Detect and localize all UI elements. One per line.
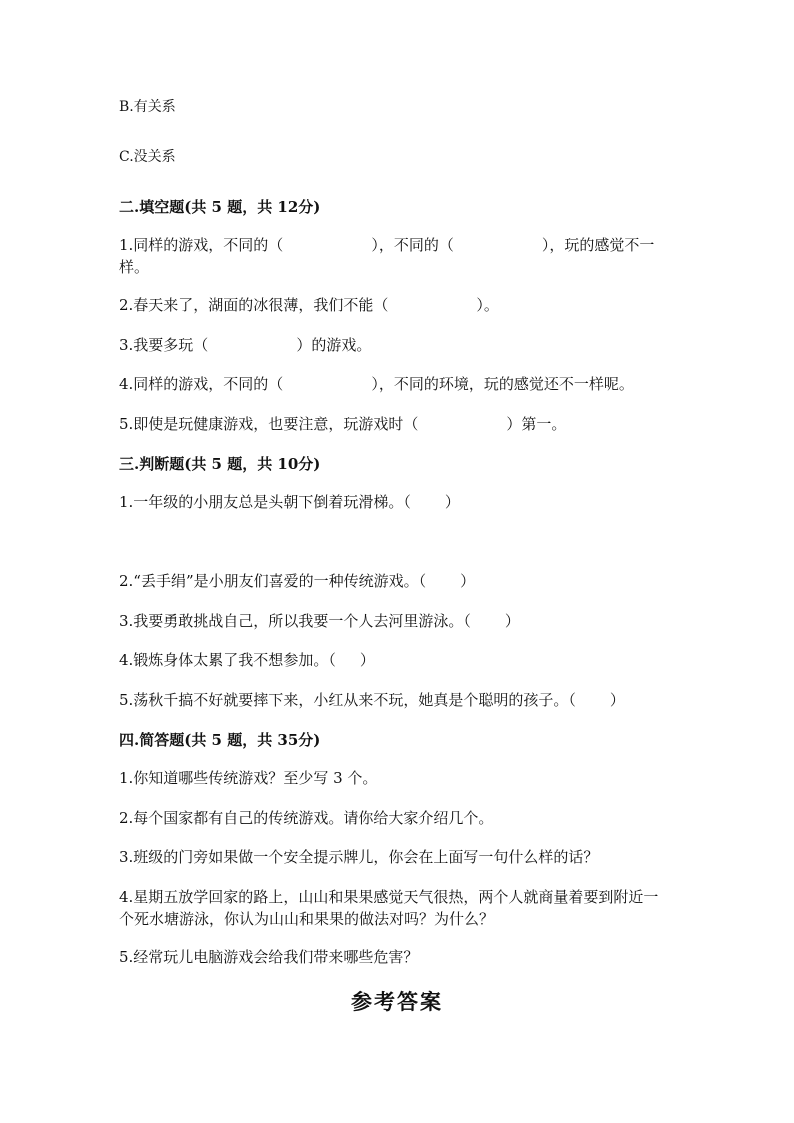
fill-q3-part-a: 3.我要多玩（ bbox=[119, 336, 209, 354]
judge-section-title: 三.判断题(共 5 题，共 10分) bbox=[119, 455, 321, 473]
fill-q5-part-a: 5.即使是玩健康游戏，也要注意，玩游戏时（ bbox=[119, 415, 419, 433]
fill-q4-part-b: ），不同的环境，玩的感觉还不一样呢。 bbox=[371, 375, 634, 393]
judge-question-1 bbox=[119, 491, 679, 513]
fill-q1-part-b: ），不同的（ bbox=[371, 236, 454, 254]
short-question-1: 1.你知道哪些传统游戏？至少写 3 个。 bbox=[119, 769, 378, 787]
judge-q3-part-a: 3.我要勇敢挑战自己，所以我要一个人去河里游泳。（ bbox=[119, 612, 471, 630]
judge-q5-part-b: ） bbox=[609, 691, 625, 709]
short-question-5: 5.经常玩儿电脑游戏会给我们带来哪些危害？ bbox=[119, 948, 419, 966]
option-c: C.没关系 bbox=[119, 149, 176, 165]
judge-q4-part-b: ） bbox=[359, 651, 375, 669]
fill-q1-part-a: 1.同样的游戏，不同的（ bbox=[119, 236, 284, 254]
fill-question-1 bbox=[119, 234, 667, 278]
fill-section-title: 二.填空题(共 5 题，共 12分) bbox=[119, 198, 321, 216]
answer-key-title: 参考答案 bbox=[351, 989, 443, 1014]
judge-question-3 bbox=[119, 610, 679, 632]
short-question-3: 3.班级的门旁如果做一个安全提示牌儿，你会在上面写一句什么样的话？ bbox=[119, 848, 599, 866]
short-section-title: 四.简答题(共 5 题，共 35分) bbox=[119, 731, 321, 749]
short-question-4: 4.星期五放学回家的路上，山山和果果感觉天气很热，两个人就商量着要到附近一个死水塘游泳，你认为山山和果果的做法对吗？为什么？ bbox=[119, 888, 659, 928]
judge-q4-part-a: 4.锻炼身体太累了我不想参加。（ bbox=[119, 651, 336, 669]
judge-question-2 bbox=[119, 570, 679, 592]
judge-q5-part-a: 5.荡秋千搞不好就要摔下来，小红从来不玩，她真是个聪明的孩子。（ bbox=[119, 691, 576, 709]
short-question-2: 2.每个国家都有自己的传统游戏。请你给大家介绍几个。 bbox=[119, 809, 494, 827]
judge-q1-part-a: 1.一年级的小朋友总是头朝下倒着玩滑梯。（ bbox=[119, 493, 411, 511]
judge-question-4 bbox=[119, 649, 679, 671]
fill-q4-part-a: 4.同样的游戏，不同的（ bbox=[119, 375, 284, 393]
fill-question-4 bbox=[119, 373, 679, 395]
judge-q2-part-a: 2.“丢手绢”是小朋友们喜爱的一种传统游戏。（ bbox=[119, 572, 427, 590]
option-b: B.有关系 bbox=[119, 99, 176, 115]
fill-question-5 bbox=[119, 413, 679, 435]
fill-q2-part-b: ）。 bbox=[476, 296, 499, 314]
judge-question-5 bbox=[119, 689, 679, 711]
fill-question-3 bbox=[119, 334, 679, 356]
fill-q5-part-b: ）第一。 bbox=[506, 415, 567, 433]
fill-q3-part-b: ）的游戏。 bbox=[296, 336, 372, 354]
judge-q1-part-b: ） bbox=[444, 493, 460, 511]
judge-q3-part-b: ） bbox=[504, 612, 520, 630]
judge-q2-part-b: ） bbox=[460, 572, 476, 590]
fill-q1-part-c: ），玩的感觉不一样。 bbox=[119, 236, 655, 276]
fill-q2-part-a: 2.春天来了，湖面的冰很薄，我们不能（ bbox=[119, 296, 389, 314]
fill-question-2 bbox=[119, 294, 679, 316]
